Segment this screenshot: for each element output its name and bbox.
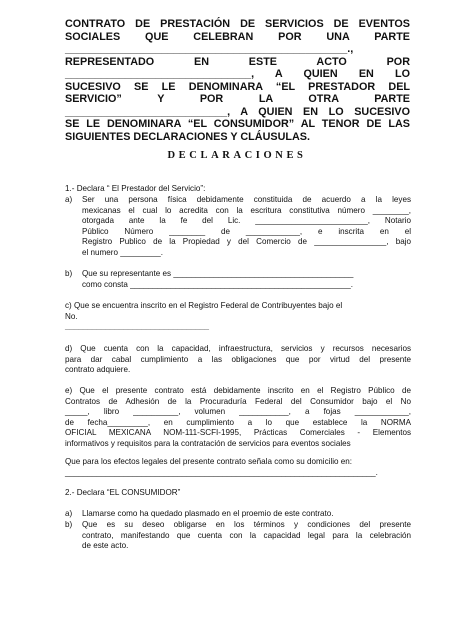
heading-line: CONTRATO DE PRESTACIÓN DE SERVICIOS DE EVENTOS xyxy=(65,18,410,30)
heading-line: ___________________________, A QUIEN EN LO SUCESIVO xyxy=(65,105,410,118)
item-label: b) xyxy=(65,520,73,529)
heading-line: SUCESIVO SE LE DENOMINARA “EL PRESTADOR DEL xyxy=(65,80,410,93)
section-1-heading: 1.- Declara “ El Prestador del Servicio”: xyxy=(65,184,206,193)
section-1-domicilio: Que para los efectos legales del presente contrato señala como su domicilio en: _____________________________________________________________________. xyxy=(65,457,378,477)
heading-line: SERVICIO” Y POR LA OTRA PARTE xyxy=(65,93,410,105)
section-1-item-e: e) Que el presente contrato está debidamente inscrito en el Registro Público de Contratos de Adhesión de la Procuraduría Federal del Consumidor bajo el No _____, libro __________, volumen ___________, a fojas ____________, de fecha_________, en cumplimiento a lo que establece la NORMA OFICIAL MEXICANA NOM-111-SCFI-1995, Prácticas Comerciales - Elementos informativos y requisitos para la contratación de servicios para eventos sociales xyxy=(65,386,411,448)
heading-line: SE LE DENOMINARA “EL CONSUMIDOR” AL TENOR DE LAS xyxy=(65,118,410,130)
heading-line: _______________________________, A QUIEN EN LO xyxy=(65,68,410,80)
section-2-item-a: a) Llamarse como ha quedado plasmado en el proemio de este contrato. xyxy=(65,509,334,518)
contract-heading xyxy=(65,18,410,143)
section-1-item-d: d) Que cuenta con la capacidad, infraestructura, servicios y recursos necesarios para dar cabal cumplimiento a las obligaciones que por virtud del presente contrato adquiere. xyxy=(65,344,411,375)
heading-line: _______________________________________________., xyxy=(65,43,354,55)
rfc-blank-line: ________________________________ xyxy=(65,322,210,332)
section-1-item-b: b) Que su representante es ________________________________________ como consta _________________________________________________. xyxy=(65,269,354,289)
item-label: a) xyxy=(65,509,73,518)
item-label: b) xyxy=(65,269,73,278)
section-2-heading: 2.- Declara “EL CONSUMIDOR” xyxy=(65,488,181,497)
section-2-item-b: b) Que es su deseo obligarse en los términos y condiciones del presente contrato, manifestando que cuenta con la capacidad legal para la celebración de este acto. xyxy=(65,520,411,551)
section-1-item-c: c) Que se encuentra inscrito en el Registro Federal de Contribuyentes bajo el No. ________________________________ xyxy=(65,301,411,333)
declaraciones-title: DECLARACIONES xyxy=(167,150,307,161)
section-1-item-a: a) Ser una persona física debidamente constituida de acuerdo a la leyes mexicanas el cual lo acredita con la escritura constitutiva número ________, otorgada ante la fe del Lic. _________________________, Notario Público Número ________ de ____________, e inscrita en el Registro Publico de la Propiedad y del Comercio de ________________, bajo el numero _________. xyxy=(65,195,411,257)
heading-line: REPRESENTADO EN ESTE ACTO POR xyxy=(65,55,410,68)
heading-line: SOCIALES QUE CELEBRAN POR UNA PARTE xyxy=(65,30,410,43)
item-label: a) xyxy=(65,195,73,204)
heading-line: SIGUIENTES DECLARACIONES Y CLÁUSULAS. xyxy=(65,130,310,143)
